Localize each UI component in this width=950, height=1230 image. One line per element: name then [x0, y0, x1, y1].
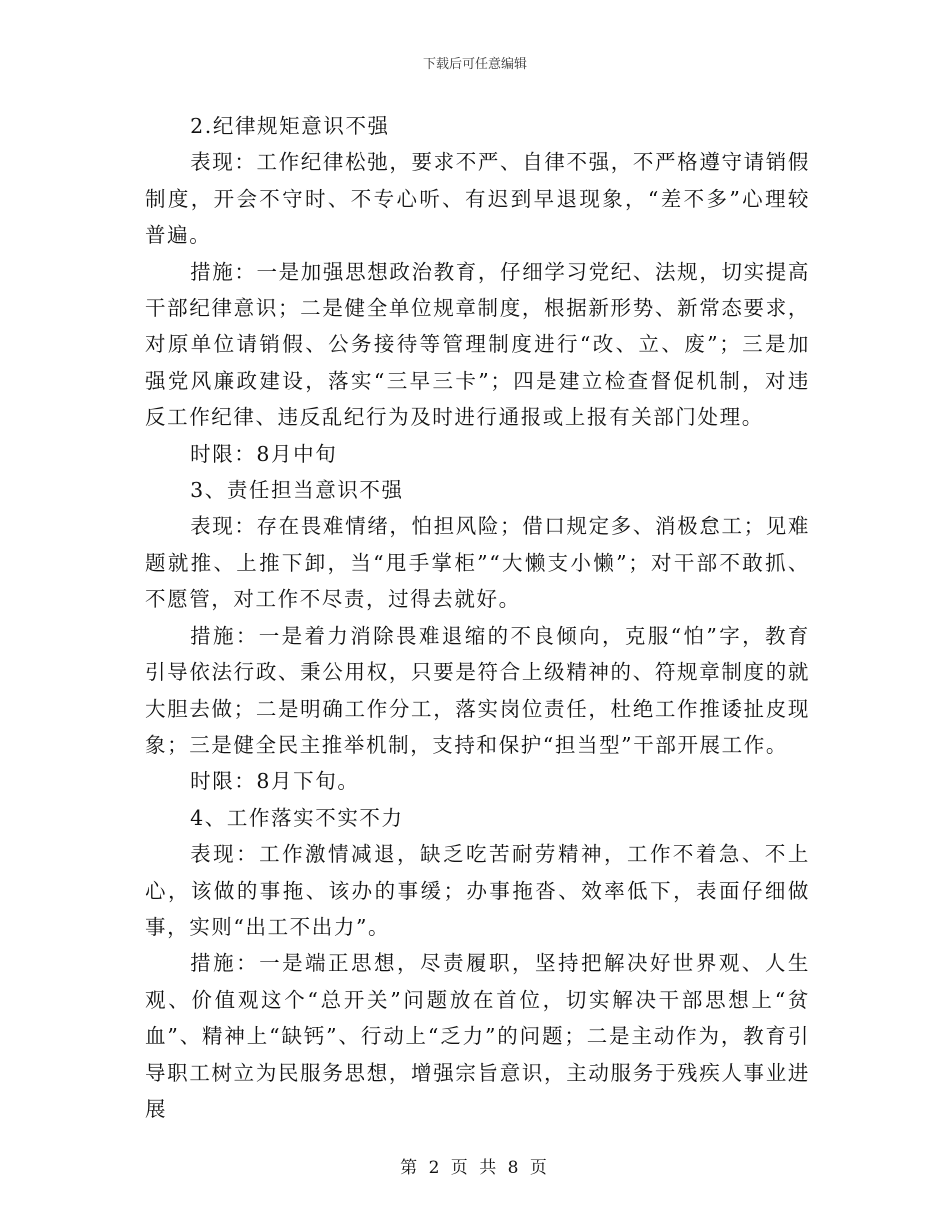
document-body — [145, 108, 810, 1127]
paragraph: 表现：存在畏难情绪，怕担风险；借口规定多、消极怠工；见难题就推、上推下卸，当“甩手掌柜”“大懒支小懒”；对干部不敢抓、不愿管，对工作不尽责，过得去就好。 — [145, 514, 810, 612]
paragraph: 2.纪律规矩意识不强 — [190, 114, 390, 138]
paragraph: 时限：8月下旬。 — [190, 769, 360, 794]
page-footer: 第 2 页 共 8 页 — [400, 1158, 550, 1178]
page-header: 下载后可任意编辑 — [422, 57, 527, 72]
paragraph: 措施：一是着力消除畏难退缩的不良倾向，克服“怕”字，教育引导依法行政、秉公用权，只要是符合上级精神的、符规章制度的就大胆去做；二是明确工作分工，落实岗位责任，杜绝工作推诿扯皮现象；三是健全民主推举机制，支持和保护“担当型”干部开展工作。 — [145, 623, 810, 757]
paragraph: 表现：工作纪律松弛，要求不严、自律不强，不严格遵守请销假制度，开会不守时、不专心听、有迟到早退现象，“差不多”心理较普遍。 — [145, 150, 810, 248]
paragraph: 4、工作落实不实不力 — [190, 805, 404, 830]
paragraph: 措施：一是加强思想政治教育，仔细学习党纪、法规，切实提高干部纪律意识；二是健全单位规章制度，根据新形势、新常态要求，对原单位请销假、公务接待等管理制度进行“改、立、废”；三是加强党风廉政建设，落实“三早三卡”；四是建立检查督促机制，对违反工作纪律、违反乱纪行为及时进行通报或上报有关部门处理。 — [145, 259, 810, 430]
paragraph: 时限：8月中旬 — [190, 441, 338, 466]
paragraph: 表现：工作激情减退，缺乏吃苦耐劳精神，工作不着急、不上心，该做的事拖、该办的事缓；办事拖沓、效率低下，表面仔细做事，实则“出工不出力”。 — [145, 842, 810, 939]
paragraph: 3、责任担当意识不强 — [190, 478, 404, 503]
paragraph: 措施：一是端正思想，尽责履职，坚持把解决好世界观、人生观、价值观这个“总开关”问题放在首位，切实解决干部思想上“贫血”、精神上“缺钙”、行动上“乏力”的问题；二是主动作为，教育引导职工树立为民服务思想，增强宗旨意识，主动服务于残疾人事业进展 — [145, 951, 810, 1121]
